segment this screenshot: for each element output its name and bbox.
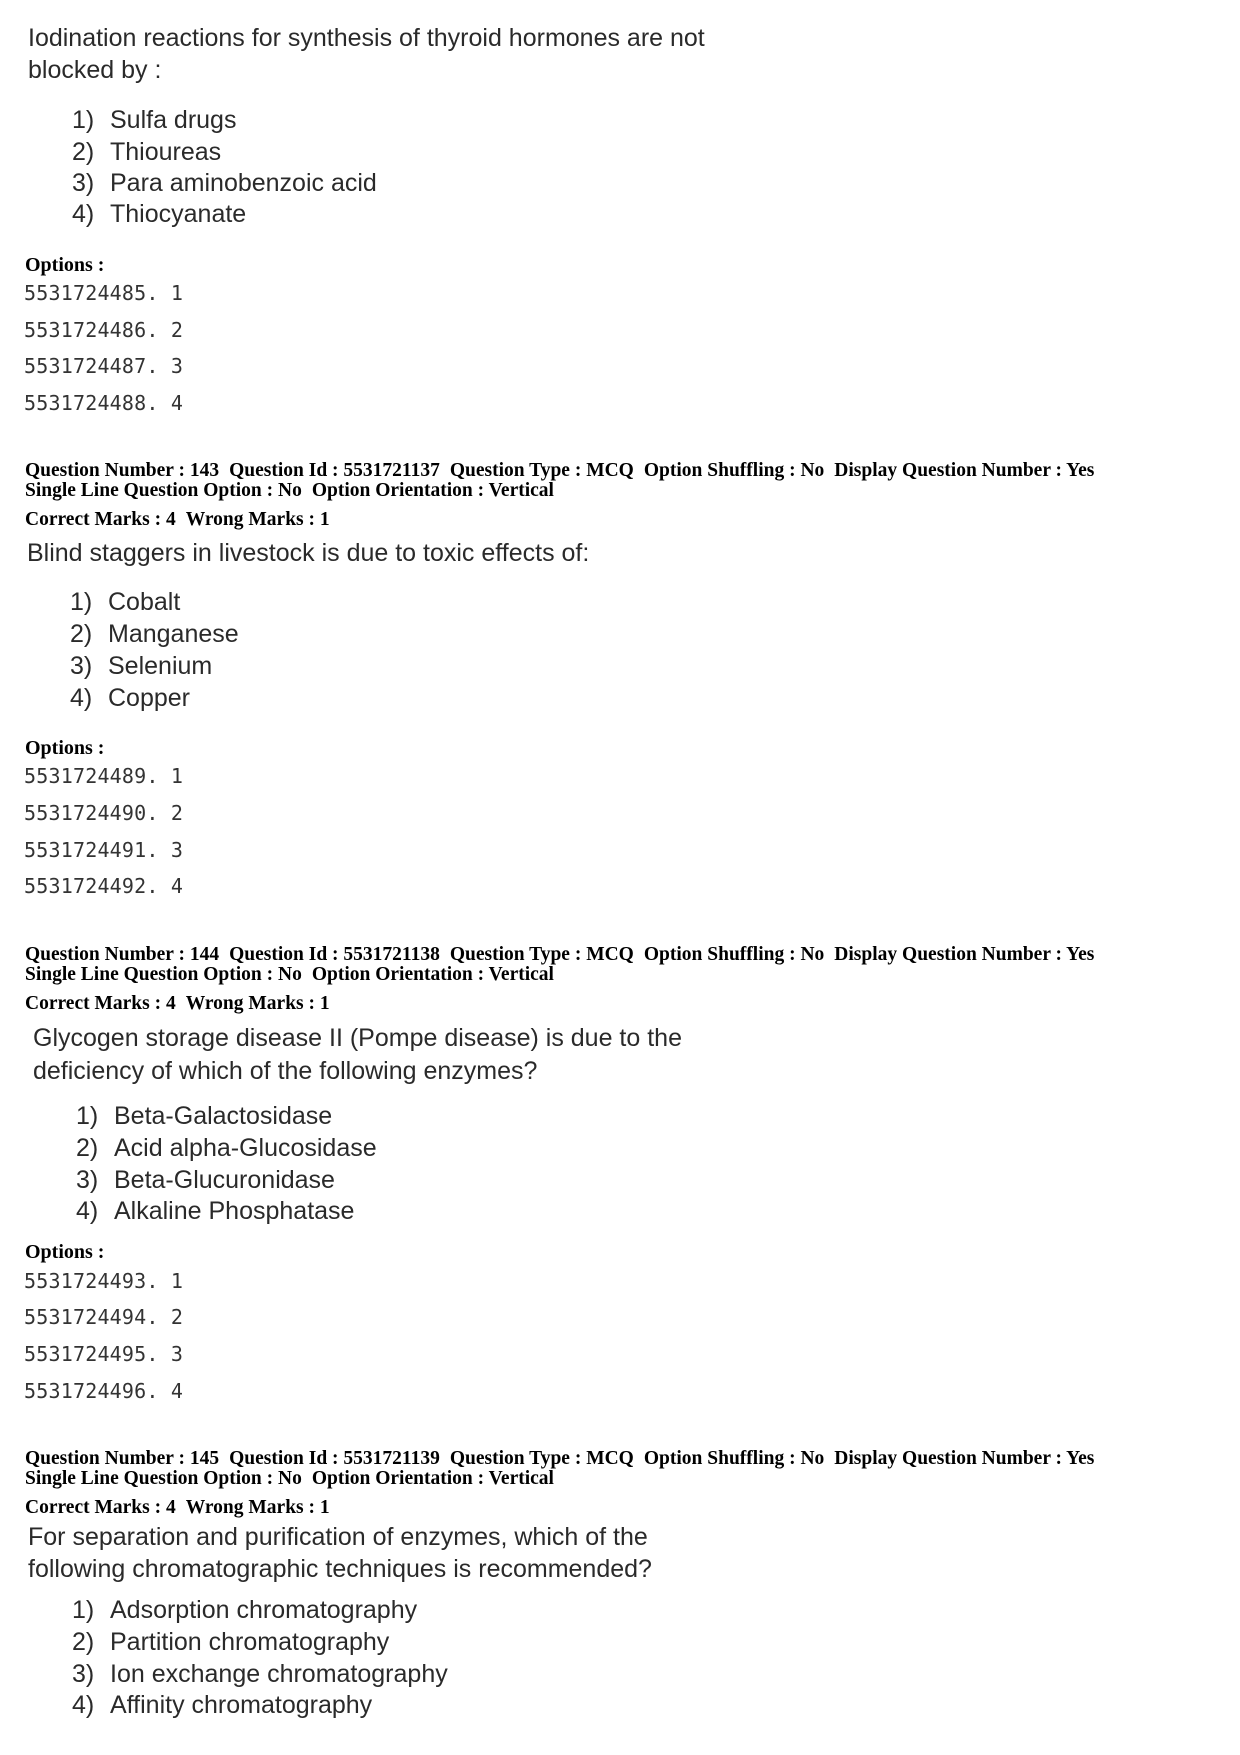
question-142-choice-1 — [72, 104, 236, 136]
choice-number: 2) — [70, 620, 93, 648]
question-type: Question Type : MCQ — [449, 1448, 634, 1469]
question-142-options-label: Options : — [25, 254, 105, 276]
question-142-choice-4 — [72, 198, 246, 230]
choice-text: Sulfa drugs — [110, 106, 237, 134]
question-143-text: Blind staggers in livestock is due to toxic effects of: — [27, 539, 590, 567]
question-142-option-id-1: 5531724485. 1 — [24, 281, 184, 305]
choice-number: 3) — [70, 652, 93, 680]
choice-text: Alkaline Phosphatase — [114, 1197, 355, 1225]
correct-marks: Correct Marks : 4 — [25, 509, 176, 530]
question-142-text-line1: Iodination reactions for synthesis of thyroid hormones are not — [28, 24, 705, 52]
choice-number: 4) — [76, 1197, 99, 1225]
question-144-marks — [25, 993, 340, 1014]
choice-number: 2) — [72, 1628, 95, 1656]
single-line-option: Single Line Question Option : No — [25, 480, 302, 501]
choice-text: Beta-Glucuronidase — [114, 1166, 335, 1194]
choice-text: Para aminobenzoic acid — [110, 169, 377, 197]
question-type: Question Type : MCQ — [449, 460, 634, 481]
question-145-meta-line1 — [25, 1448, 1104, 1469]
choice-text: Thioureas — [110, 138, 222, 166]
question-142-choice-2 — [72, 136, 221, 168]
question-number: Question Number : 144 — [25, 944, 220, 965]
question-number: Question Number : 145 — [25, 1448, 220, 1469]
question-145-choice-2 — [72, 1626, 389, 1658]
choice-number: 3) — [76, 1166, 99, 1194]
question-143-option-id-3: 5531724491. 3 — [24, 838, 184, 862]
question-144-option-id-3: 5531724495. 3 — [24, 1342, 184, 1366]
question-143-meta-line1 — [25, 460, 1104, 481]
question-145-choice-1 — [72, 1594, 417, 1626]
choice-number: 1) — [72, 1596, 95, 1624]
question-144-options-label: Options : — [25, 1241, 105, 1263]
wrong-marks: Wrong Marks : 1 — [185, 993, 330, 1014]
question-144-text-line2: deficiency of which of the following enzymes? — [33, 1057, 538, 1085]
choice-number: 1) — [76, 1102, 99, 1130]
question-142-option-id-3: 5531724487. 3 — [24, 354, 184, 378]
display-question-number: Display Question Number : Yes — [834, 944, 1095, 965]
question-144-option-id-1: 5531724493. 1 — [24, 1269, 184, 1293]
display-question-number: Display Question Number : Yes — [834, 460, 1095, 481]
wrong-marks: Wrong Marks : 1 — [185, 1497, 330, 1518]
question-143-choice-1 — [70, 586, 180, 618]
question-144-meta-line2 — [25, 964, 564, 985]
question-143-option-id-4: 5531724492. 4 — [24, 874, 184, 898]
question-type: Question Type : MCQ — [449, 944, 634, 965]
question-143-choice-3 — [70, 650, 212, 682]
question-144-choice-3 — [76, 1164, 335, 1196]
question-id: Question Id : 5531721139 — [229, 1448, 440, 1469]
single-line-option: Single Line Question Option : No — [25, 1468, 302, 1489]
question-142-text-line2: blocked by : — [28, 56, 162, 84]
choice-text: Ion exchange chromatography — [110, 1660, 448, 1688]
question-143-marks — [25, 509, 340, 530]
choice-text: Cobalt — [108, 588, 181, 616]
question-143-option-id-1: 5531724489. 1 — [24, 764, 184, 788]
question-142-choice-3 — [72, 167, 377, 199]
question-142-option-id-2: 5531724486. 2 — [24, 318, 184, 342]
question-144-choice-2 — [76, 1132, 377, 1164]
choice-text: Affinity chromatography — [110, 1691, 373, 1719]
question-144-option-id-2: 5531724494. 2 — [24, 1305, 184, 1329]
choice-number: 3) — [72, 1660, 95, 1688]
question-144-text-line1: Glycogen storage disease II (Pompe disease) is due to the — [33, 1024, 682, 1052]
question-143-choice-2 — [70, 618, 239, 650]
question-143-options-label: Options : — [25, 737, 105, 759]
choice-text: Acid alpha-Glucosidase — [114, 1134, 377, 1162]
choice-text: Selenium — [108, 652, 213, 680]
choice-number: 4) — [70, 684, 93, 712]
question-143-option-id-2: 5531724490. 2 — [24, 801, 184, 825]
option-shuffling: Option Shuffling : No — [643, 944, 825, 965]
choice-number: 1) — [70, 588, 93, 616]
choice-number: 1) — [72, 106, 95, 134]
question-145-text-line2: following chromatographic techniques is recommended? — [28, 1555, 652, 1583]
display-question-number: Display Question Number : Yes — [834, 1448, 1095, 1469]
choice-number: 3) — [72, 169, 95, 197]
question-143-meta-line2 — [25, 480, 564, 501]
question-144-option-id-4: 5531724496. 4 — [24, 1379, 184, 1403]
choice-number: 4) — [72, 200, 95, 228]
choice-text: Manganese — [108, 620, 239, 648]
question-number: Question Number : 143 — [25, 460, 220, 481]
option-shuffling: Option Shuffling : No — [643, 1448, 825, 1469]
choice-text: Thiocyanate — [110, 200, 247, 228]
choice-number: 4) — [72, 1691, 95, 1719]
option-orientation: Option Orientation : Vertical — [311, 964, 554, 985]
option-orientation: Option Orientation : Vertical — [311, 480, 554, 501]
choice-text: Partition chromatography — [110, 1628, 390, 1656]
correct-marks: Correct Marks : 4 — [25, 993, 176, 1014]
choice-text: Beta-Galactosidase — [114, 1102, 333, 1130]
question-144-choice-1 — [76, 1100, 332, 1132]
choice-text: Adsorption chromatography — [110, 1596, 418, 1624]
question-143-choice-4 — [70, 682, 190, 714]
question-144-meta-line1 — [25, 944, 1104, 965]
choice-text: Copper — [108, 684, 190, 712]
question-id: Question Id : 5531721137 — [229, 460, 440, 481]
question-145-choice-3 — [72, 1658, 448, 1690]
choice-number: 2) — [72, 138, 95, 166]
question-145-marks — [25, 1497, 340, 1518]
question-145-meta-line2 — [25, 1468, 564, 1489]
question-145-text-line1: For separation and purification of enzymes, which of the — [28, 1523, 648, 1551]
question-id: Question Id : 5531721138 — [229, 944, 440, 965]
option-shuffling: Option Shuffling : No — [643, 460, 825, 481]
wrong-marks: Wrong Marks : 1 — [185, 509, 330, 530]
option-orientation: Option Orientation : Vertical — [311, 1468, 554, 1489]
choice-number: 2) — [76, 1134, 99, 1162]
correct-marks: Correct Marks : 4 — [25, 1497, 176, 1518]
single-line-option: Single Line Question Option : No — [25, 964, 302, 985]
question-144-choice-4 — [76, 1195, 354, 1227]
question-142-option-id-4: 5531724488. 4 — [24, 391, 184, 415]
question-145-choice-4 — [72, 1689, 372, 1721]
